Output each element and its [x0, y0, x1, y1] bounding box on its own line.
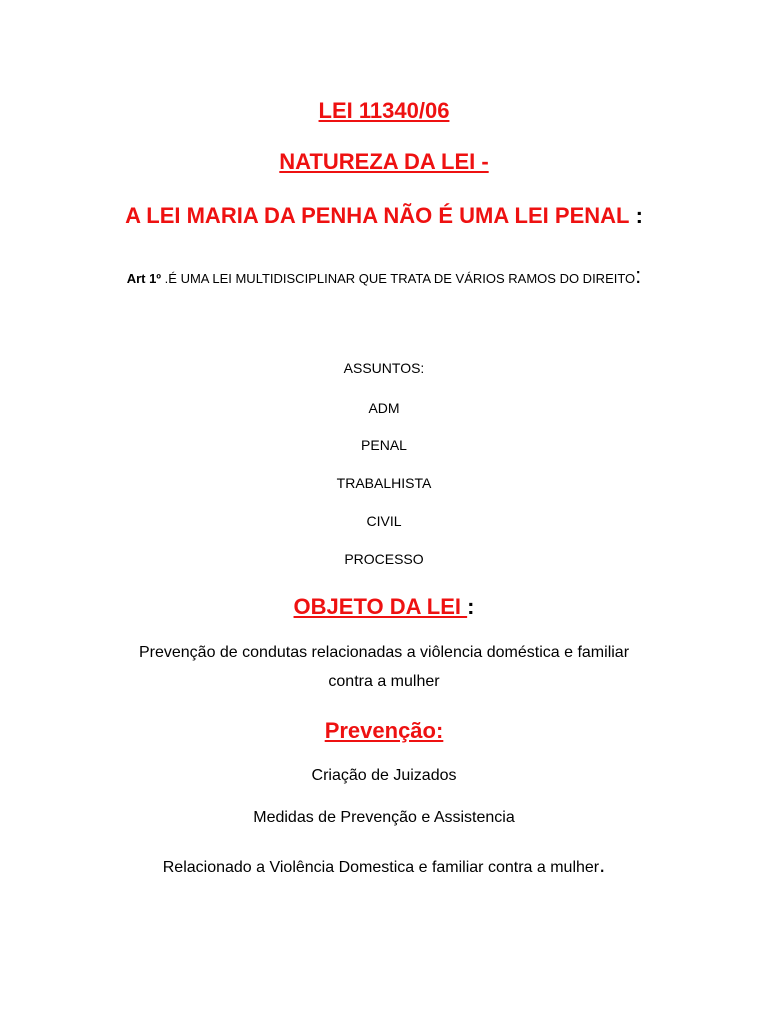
- article-colon: :: [635, 263, 642, 288]
- law-statement-text: A LEI MARIA DA PENHA NÃO É UMA LEI PENAL: [125, 203, 630, 228]
- prevention-item-courts: Criação de Juizados: [311, 767, 457, 784]
- law-nature-text: NATUREZA DA LEI -: [279, 149, 489, 174]
- subject-item-penal: PENAL: [361, 437, 407, 453]
- prevention-closing-line: [0, 852, 768, 877]
- article-line: [0, 263, 768, 288]
- object-heading-text: OBJETO DA LEI: [293, 594, 468, 619]
- prevention-heading-text: Prevenção:: [324, 718, 444, 743]
- subject-item-adm: ADM: [368, 400, 400, 416]
- law-number-text: LEI 11340/06: [318, 98, 450, 123]
- article-label: Art 1º: [126, 271, 162, 286]
- object-description-line-1: Prevenção de condutas relacionadas a viôlencia doméstica e familiar: [138, 644, 630, 661]
- law-statement-heading: [0, 203, 768, 229]
- subjects-title: ASSUNTOS:: [343, 360, 425, 376]
- object-description-line-2: contra a mulher: [328, 673, 440, 690]
- object-heading: [0, 594, 768, 620]
- prevention-closing-text: Relacionado a Violência Domestica e familiar contra a mulher: [162, 859, 600, 876]
- prevention-heading: [0, 718, 768, 744]
- object-heading-colon: :: [467, 594, 475, 619]
- law-number-heading: [0, 98, 768, 124]
- law-statement-colon: :: [635, 203, 643, 228]
- subject-item-trabalhista: TRABALHISTA: [336, 475, 432, 491]
- article-text: .É UMA LEI MULTIDISCIPLINAR QUE TRATA DE VÁRIOS RAMOS DO DIREITO: [161, 271, 636, 286]
- prevention-item-measures: Medidas de Prevenção e Assistencia: [253, 809, 515, 826]
- subject-item-processo: PROCESSO: [344, 551, 424, 567]
- law-nature-heading: [0, 149, 768, 175]
- subject-item-civil: CIVIL: [366, 513, 402, 529]
- prevention-closing-dot: .: [599, 852, 606, 877]
